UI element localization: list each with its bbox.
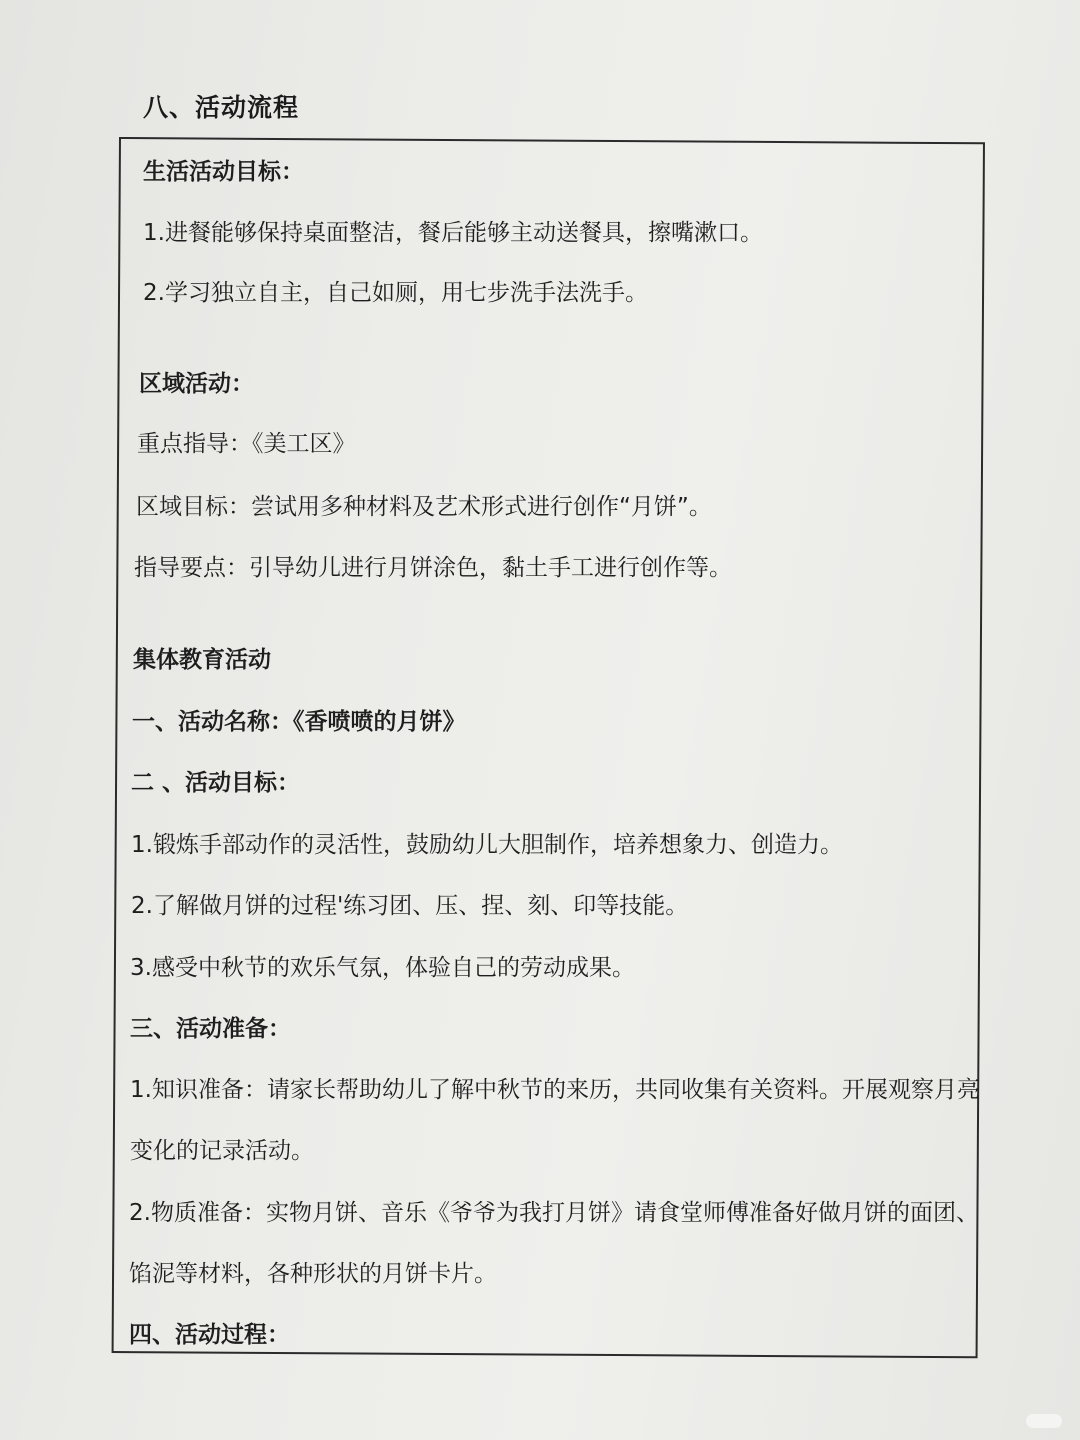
- activity-name: 一、活动名称：《香喷喷的月饼》: [132, 709, 466, 735]
- life-goal-item-2: 2.学习独立自主，自己如厕，用七步洗手法洗手。: [143, 280, 648, 306]
- collective-activity-title: 集体教育活动: [133, 647, 271, 673]
- prep-knowledge-line-2: 变化的记录活动。: [130, 1138, 314, 1164]
- area-guidance-points: 指导要点：引导幼儿进行月饼涂色，黏土手工进行创作等。: [134, 555, 732, 581]
- activity-goals-title: 二 、活动目标：: [131, 770, 301, 796]
- watermark-mark: [1026, 1414, 1062, 1428]
- life-goal-item-1: 1.进餐能够保持桌面整洁，餐后能够主动送餐具，擦嘴漱口。: [143, 220, 763, 246]
- prep-knowledge-line-1: 1.知识准备：请家长帮助幼儿了解中秋节的来历，共同收集有关资料。开展观察月亮: [130, 1077, 980, 1103]
- prep-material-line-2: 馅泥等材料，各种形状的月饼卡片。: [129, 1261, 497, 1287]
- activity-process-title: 四、活动过程：: [129, 1322, 290, 1348]
- activity-goal-item-1: 1.锻炼手部动作的灵活性，鼓励幼儿大胆制作，培养想象力、创造力。: [131, 832, 843, 858]
- area-activity-title: 区域活动：: [139, 371, 254, 397]
- area-goal: 区域目标：尝试用多种材料及艺术形式进行创作“月饼”。: [136, 494, 712, 520]
- activity-goal-item-3: 3.感受中秋节的欢乐气氛，体验自己的劳动成果。: [130, 955, 635, 981]
- activity-prep-title: 三、活动准备：: [130, 1016, 291, 1042]
- activity-goal-item-2: 2.了解做月饼的过程'练习团、压、捏、刻、印等技能。: [131, 893, 689, 919]
- content-frame: [112, 137, 985, 1358]
- prep-material-line-1: 2.物质准备：实物月饼、音乐《爷爷为我打月饼》请食堂师傅准备好做月饼的面团、: [129, 1200, 979, 1226]
- life-goals-title: 生活活动目标：: [143, 159, 304, 185]
- area-focus-guidance: 重点指导：《美工区》: [137, 431, 356, 457]
- section-heading: 八、活动流程: [143, 93, 300, 122]
